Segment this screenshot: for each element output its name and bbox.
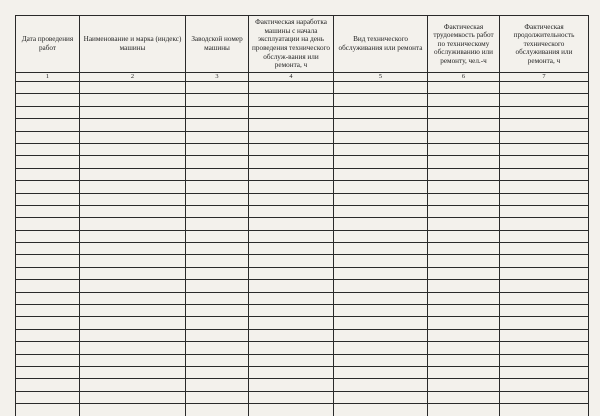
log-entry-cell[interactable] (249, 305, 334, 317)
log-entry-cell[interactable] (500, 329, 589, 341)
log-entry-cell[interactable] (500, 168, 589, 180)
log-entry-row (16, 280, 589, 292)
log-entry-row (16, 168, 589, 180)
log-entry-cell[interactable] (249, 193, 334, 205)
log-entry-cell[interactable] (186, 106, 249, 118)
log-entry-row (16, 94, 589, 106)
log-entry-cell[interactable] (80, 292, 186, 304)
log-entry-cell[interactable] (249, 379, 334, 391)
log-entry-row (16, 292, 589, 304)
log-entry-cell[interactable] (16, 379, 80, 391)
log-entry-row (16, 156, 589, 168)
log-entry-cell[interactable] (16, 329, 80, 341)
log-entry-cell[interactable] (334, 305, 428, 317)
log-entry-cell[interactable] (80, 267, 186, 279)
log-entry-cell[interactable] (500, 205, 589, 217)
log-entry-cell[interactable] (428, 94, 500, 106)
log-entry-cell[interactable] (249, 119, 334, 131)
log-entry-row (16, 143, 589, 155)
log-entry-cell[interactable] (186, 143, 249, 155)
log-entry-cell[interactable] (80, 143, 186, 155)
log-entry-cell[interactable] (500, 156, 589, 168)
log-entry-cell[interactable] (80, 131, 186, 143)
header-row (16, 16, 589, 73)
log-entry-row (16, 354, 589, 366)
log-entry-cell[interactable] (249, 106, 334, 118)
log-entry-cell[interactable] (80, 342, 186, 354)
log-entry-cell[interactable] (249, 181, 334, 193)
log-entry-cell[interactable] (428, 404, 500, 416)
header-operating-hours: Фактическая наработка машины с начала эксплуатации на день проведения технического обслуж-вания или ремонта, ч (249, 16, 334, 73)
log-entry-cell[interactable] (334, 119, 428, 131)
log-entry-cell[interactable] (16, 292, 80, 304)
log-entry-cell[interactable] (500, 243, 589, 255)
log-entry-cell[interactable] (186, 404, 249, 416)
log-entry-cell[interactable] (16, 94, 80, 106)
log-entry-cell[interactable] (16, 354, 80, 366)
log-entry-cell[interactable] (186, 119, 249, 131)
column-number: 5 (334, 73, 428, 82)
log-entry-row (16, 243, 589, 255)
header-maintenance-type: Вид технического обслуживания или ремонта (334, 16, 428, 73)
log-entry-cell[interactable] (428, 168, 500, 180)
column-number: 2 (80, 73, 186, 82)
log-entry-cell[interactable] (249, 82, 334, 94)
log-entry-row (16, 106, 589, 118)
log-entry-cell[interactable] (16, 82, 80, 94)
log-entry-cell[interactable] (16, 156, 80, 168)
log-entry-cell[interactable] (80, 168, 186, 180)
log-entry-cell[interactable] (428, 143, 500, 155)
log-entry-cell[interactable] (334, 243, 428, 255)
log-entry-cell[interactable] (16, 280, 80, 292)
log-entry-cell[interactable] (16, 168, 80, 180)
log-entry-cell[interactable] (80, 255, 186, 267)
log-entry-cell[interactable] (428, 292, 500, 304)
log-entry-cell[interactable] (80, 181, 186, 193)
log-entry-row (16, 131, 589, 143)
log-entry-cell[interactable] (500, 119, 589, 131)
log-entry-cell[interactable] (80, 317, 186, 329)
log-entry-cell[interactable] (428, 156, 500, 168)
log-entry-cell[interactable] (186, 243, 249, 255)
log-entry-cell[interactable] (500, 143, 589, 155)
log-entry-cell[interactable] (334, 131, 428, 143)
log-entry-cell[interactable] (428, 82, 500, 94)
log-entry-cell[interactable] (334, 255, 428, 267)
log-entry-cell[interactable] (500, 267, 589, 279)
log-entry-cell[interactable] (80, 218, 186, 230)
log-entry-cell[interactable] (428, 366, 500, 378)
log-entry-cell[interactable] (500, 354, 589, 366)
log-entry-cell[interactable] (500, 292, 589, 304)
log-entry-cell[interactable] (16, 404, 80, 416)
log-entry-cell[interactable] (186, 354, 249, 366)
log-entry-cell[interactable] (80, 404, 186, 416)
log-entry-cell[interactable] (249, 329, 334, 341)
header-machine-name: Наименование и марка (индекс) машины (80, 16, 186, 73)
column-number: 3 (186, 73, 249, 82)
log-entry-cell[interactable] (500, 305, 589, 317)
log-entry-cell[interactable] (16, 255, 80, 267)
log-entry-cell[interactable] (80, 193, 186, 205)
log-body (16, 82, 589, 416)
log-entry-cell[interactable] (80, 119, 186, 131)
log-entry-cell[interactable] (80, 106, 186, 118)
log-entry-cell[interactable] (80, 366, 186, 378)
log-entry-cell[interactable] (186, 366, 249, 378)
log-entry-cell[interactable] (334, 354, 428, 366)
log-entry-cell[interactable] (428, 193, 500, 205)
log-entry-cell[interactable] (80, 230, 186, 242)
log-entry-cell[interactable] (334, 342, 428, 354)
log-entry-cell[interactable] (16, 317, 80, 329)
log-entry-row (16, 205, 589, 217)
log-entry-cell[interactable] (334, 218, 428, 230)
log-entry-cell[interactable] (500, 280, 589, 292)
column-number: 7 (500, 73, 589, 82)
log-entry-cell[interactable] (334, 106, 428, 118)
log-entry-cell[interactable] (186, 379, 249, 391)
log-entry-cell[interactable] (500, 131, 589, 143)
log-entry-cell[interactable] (428, 218, 500, 230)
log-entry-cell[interactable] (249, 205, 334, 217)
log-entry-cell[interactable] (428, 230, 500, 242)
log-entry-row (16, 119, 589, 131)
log-entry-cell[interactable] (249, 94, 334, 106)
log-entry-cell[interactable] (428, 354, 500, 366)
log-entry-cell[interactable] (334, 292, 428, 304)
log-entry-cell[interactable] (249, 218, 334, 230)
log-entry-cell[interactable] (500, 379, 589, 391)
log-entry-cell[interactable] (186, 230, 249, 242)
log-entry-cell[interactable] (428, 305, 500, 317)
log-entry-cell[interactable] (428, 267, 500, 279)
log-entry-cell[interactable] (500, 82, 589, 94)
log-entry-row (16, 181, 589, 193)
log-entry-cell[interactable] (428, 280, 500, 292)
log-entry-cell[interactable] (334, 379, 428, 391)
log-entry-cell[interactable] (186, 94, 249, 106)
log-entry-cell[interactable] (428, 106, 500, 118)
log-entry-cell[interactable] (249, 156, 334, 168)
log-entry-cell[interactable] (80, 354, 186, 366)
log-entry-row (16, 218, 589, 230)
log-entry-cell[interactable] (80, 305, 186, 317)
log-entry-row (16, 82, 589, 94)
log-entry-cell[interactable] (186, 292, 249, 304)
log-entry-cell[interactable] (500, 94, 589, 106)
log-entry-cell[interactable] (500, 218, 589, 230)
log-entry-cell[interactable] (80, 379, 186, 391)
log-entry-cell[interactable] (16, 119, 80, 131)
log-entry-cell[interactable] (186, 280, 249, 292)
log-entry-cell[interactable] (16, 366, 80, 378)
log-entry-cell[interactable] (334, 404, 428, 416)
log-entry-cell[interactable] (428, 181, 500, 193)
log-entry-cell[interactable] (428, 379, 500, 391)
log-entry-cell[interactable] (16, 106, 80, 118)
log-entry-cell[interactable] (249, 354, 334, 366)
log-entry-cell[interactable] (16, 143, 80, 155)
log-entry-cell[interactable] (249, 243, 334, 255)
header-serial-number: Заводской номер машины (186, 16, 249, 73)
log-entry-cell[interactable] (186, 255, 249, 267)
log-entry-cell[interactable] (428, 255, 500, 267)
log-entry-cell[interactable] (249, 230, 334, 242)
header-date: Дата проведения работ (16, 16, 80, 73)
log-entry-cell[interactable] (428, 342, 500, 354)
log-entry-cell[interactable] (334, 329, 428, 341)
log-entry-cell[interactable] (428, 317, 500, 329)
log-entry-cell[interactable] (80, 205, 186, 217)
log-entry-cell[interactable] (428, 243, 500, 255)
log-entry-cell[interactable] (80, 280, 186, 292)
log-entry-cell[interactable] (249, 317, 334, 329)
log-entry-cell[interactable] (16, 391, 80, 403)
log-entry-cell[interactable] (500, 255, 589, 267)
log-entry-cell[interactable] (249, 267, 334, 279)
log-entry-cell[interactable] (500, 366, 589, 378)
header-duration: Фактическая продолжительность технического обслуживания или ремонта, ч (500, 16, 589, 73)
log-entry-cell[interactable] (249, 366, 334, 378)
log-entry-cell[interactable] (249, 342, 334, 354)
log-entry-row (16, 267, 589, 279)
log-entry-cell[interactable] (186, 317, 249, 329)
log-entry-cell[interactable] (16, 342, 80, 354)
log-entry-cell[interactable] (334, 205, 428, 217)
column-number: 4 (249, 73, 334, 82)
log-entry-cell[interactable] (80, 82, 186, 94)
log-entry-row (16, 391, 589, 403)
log-entry-cell[interactable] (186, 218, 249, 230)
log-entry-cell[interactable] (249, 391, 334, 403)
log-entry-cell[interactable] (16, 181, 80, 193)
log-entry-cell[interactable] (16, 305, 80, 317)
log-entry-cell[interactable] (186, 131, 249, 143)
log-entry-cell[interactable] (186, 156, 249, 168)
column-number: 1 (16, 73, 80, 82)
log-entry-cell[interactable] (334, 94, 428, 106)
log-entry-cell[interactable] (334, 181, 428, 193)
log-entry-cell[interactable] (334, 280, 428, 292)
log-entry-cell[interactable] (428, 131, 500, 143)
log-entry-cell[interactable] (334, 366, 428, 378)
log-entry-cell[interactable] (186, 82, 249, 94)
log-entry-cell[interactable] (334, 168, 428, 180)
log-entry-cell[interactable] (16, 205, 80, 217)
log-entry-row (16, 193, 589, 205)
log-entry-cell[interactable] (80, 329, 186, 341)
column-number-row (16, 73, 589, 82)
log-entry-cell[interactable] (334, 230, 428, 242)
log-entry-row (16, 342, 589, 354)
log-entry-cell[interactable] (334, 391, 428, 403)
log-entry-cell[interactable] (186, 342, 249, 354)
log-entry-cell[interactable] (500, 193, 589, 205)
log-entry-cell[interactable] (428, 391, 500, 403)
log-entry-cell[interactable] (186, 181, 249, 193)
log-entry-cell[interactable] (16, 267, 80, 279)
log-entry-cell[interactable] (428, 119, 500, 131)
log-entry-cell[interactable] (334, 317, 428, 329)
log-entry-cell[interactable] (500, 404, 589, 416)
log-entry-cell[interactable] (428, 329, 500, 341)
log-entry-row (16, 317, 589, 329)
header-labor-intensity: Фактическая трудоемкость работ по техническому обслуживанию или ремонту, чел.-ч (428, 16, 500, 73)
log-entry-cell[interactable] (186, 305, 249, 317)
log-entry-cell[interactable] (80, 156, 186, 168)
log-entry-cell[interactable] (334, 267, 428, 279)
maintenance-log-table (15, 15, 589, 416)
log-entry-cell[interactable] (249, 255, 334, 267)
log-entry-cell[interactable] (16, 131, 80, 143)
log-entry-cell[interactable] (186, 267, 249, 279)
log-entry-cell[interactable] (16, 218, 80, 230)
log-entry-row (16, 379, 589, 391)
log-entry-cell[interactable] (186, 193, 249, 205)
log-entry-row (16, 404, 589, 416)
log-entry-cell[interactable] (249, 143, 334, 155)
log-entry-row (16, 366, 589, 378)
log-entry-cell[interactable] (334, 193, 428, 205)
column-number: 6 (428, 73, 500, 82)
log-entry-cell[interactable] (500, 106, 589, 118)
log-entry-cell[interactable] (80, 391, 186, 403)
log-entry-cell[interactable] (186, 205, 249, 217)
log-entry-cell[interactable] (500, 342, 589, 354)
log-entry-cell[interactable] (500, 181, 589, 193)
log-entry-cell[interactable] (334, 143, 428, 155)
log-entry-cell[interactable] (334, 82, 428, 94)
log-entry-cell[interactable] (249, 131, 334, 143)
log-entry-row (16, 329, 589, 341)
log-entry-cell[interactable] (334, 156, 428, 168)
log-entry-row (16, 230, 589, 242)
log-entry-cell[interactable] (249, 404, 334, 416)
log-entry-row (16, 255, 589, 267)
log-entry-cell[interactable] (500, 391, 589, 403)
log-entry-cell[interactable] (80, 243, 186, 255)
log-entry-cell[interactable] (500, 230, 589, 242)
log-entry-cell[interactable] (16, 193, 80, 205)
log-entry-row (16, 305, 589, 317)
log-entry-cell[interactable] (16, 230, 80, 242)
log-entry-cell[interactable] (249, 168, 334, 180)
log-entry-cell[interactable] (186, 391, 249, 403)
log-entry-cell[interactable] (500, 317, 589, 329)
log-entry-cell[interactable] (428, 205, 500, 217)
log-entry-cell[interactable] (16, 243, 80, 255)
log-entry-cell[interactable] (249, 280, 334, 292)
log-entry-cell[interactable] (186, 168, 249, 180)
log-entry-cell[interactable] (249, 292, 334, 304)
log-entry-cell[interactable] (80, 94, 186, 106)
log-entry-cell[interactable] (186, 329, 249, 341)
